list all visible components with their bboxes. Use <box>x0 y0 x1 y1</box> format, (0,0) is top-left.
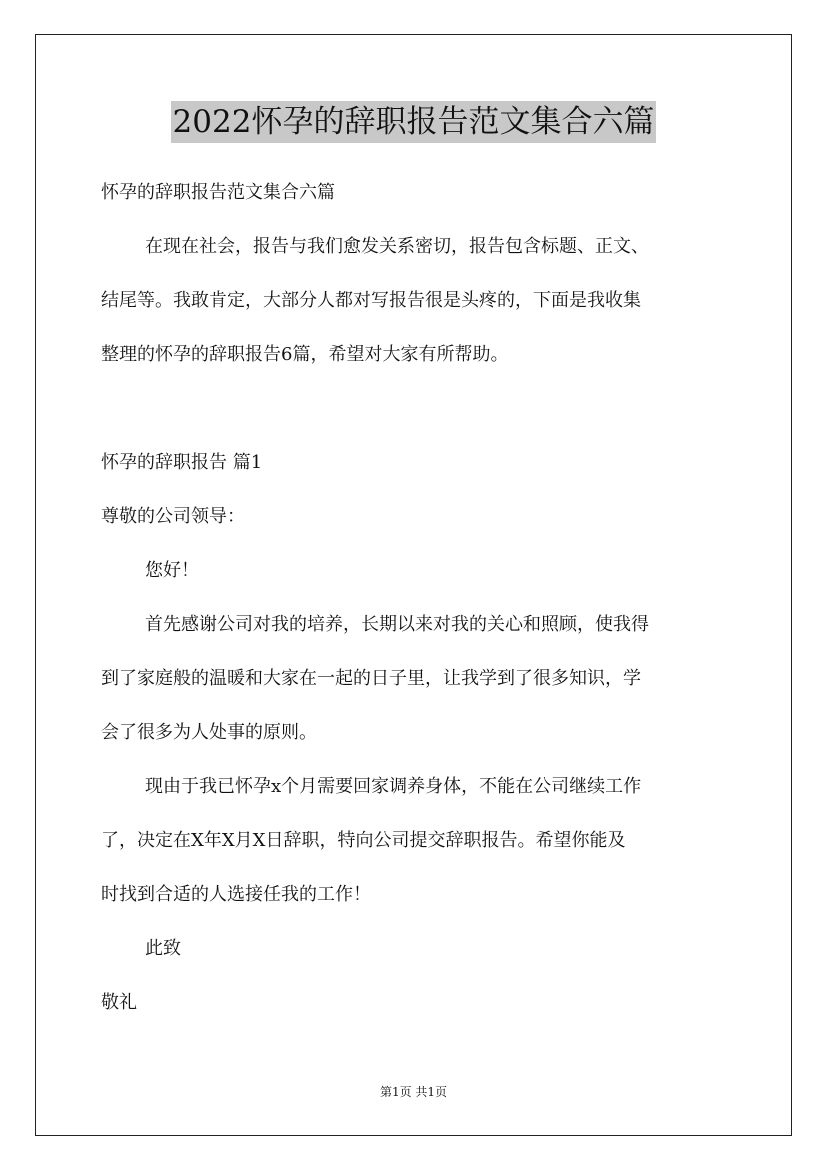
text-line: 您好！ <box>145 560 199 581</box>
text-line: 敬礼 <box>101 992 137 1013</box>
text-line: 到了家庭般的温暖和大家在一起的日子里，让我学到了很多知识，学 <box>101 668 641 689</box>
title-container <box>0 101 827 143</box>
text-line: 此致 <box>145 938 181 959</box>
text-line: 怀孕的辞职报告范文集合六篇 <box>101 182 335 203</box>
document-body <box>101 166 727 1030</box>
text-line: 会了很多为人处事的原则。 <box>101 722 317 743</box>
text-line: 整理的怀孕的辞职报告6篇，希望对大家有所帮助。 <box>101 344 509 365</box>
text-line: 现由于我已怀孕x个月需要回家调养身体，不能在公司继续工作 <box>145 776 642 797</box>
text-line: 首先感谢公司对我的培养，长期以来对我的关心和照顾，使我得 <box>145 614 649 635</box>
text-line: 尊敬的公司领导： <box>101 506 245 527</box>
text-line: 时找到合适的人选接任我的工作！ <box>101 884 371 905</box>
text-line: 怀孕的辞职报告 篇1 <box>101 452 263 473</box>
blank-line <box>101 382 727 436</box>
text-line: 在现在社会，报告与我们愈发关系密切，报告包含标题、正文、 <box>145 236 649 257</box>
page-footer: 第1页 共1页 <box>379 1085 448 1099</box>
text-line: 了，决定在X年X月X日辞职，特向公司提交辞职报告。希望你能及 <box>101 830 626 851</box>
text-line: 结尾等。我敢肯定，大部分人都对写报告很是头疼的，下面是我收集 <box>101 290 641 311</box>
document-title: 2022怀孕的辞职报告范文集合六篇 <box>171 101 657 143</box>
